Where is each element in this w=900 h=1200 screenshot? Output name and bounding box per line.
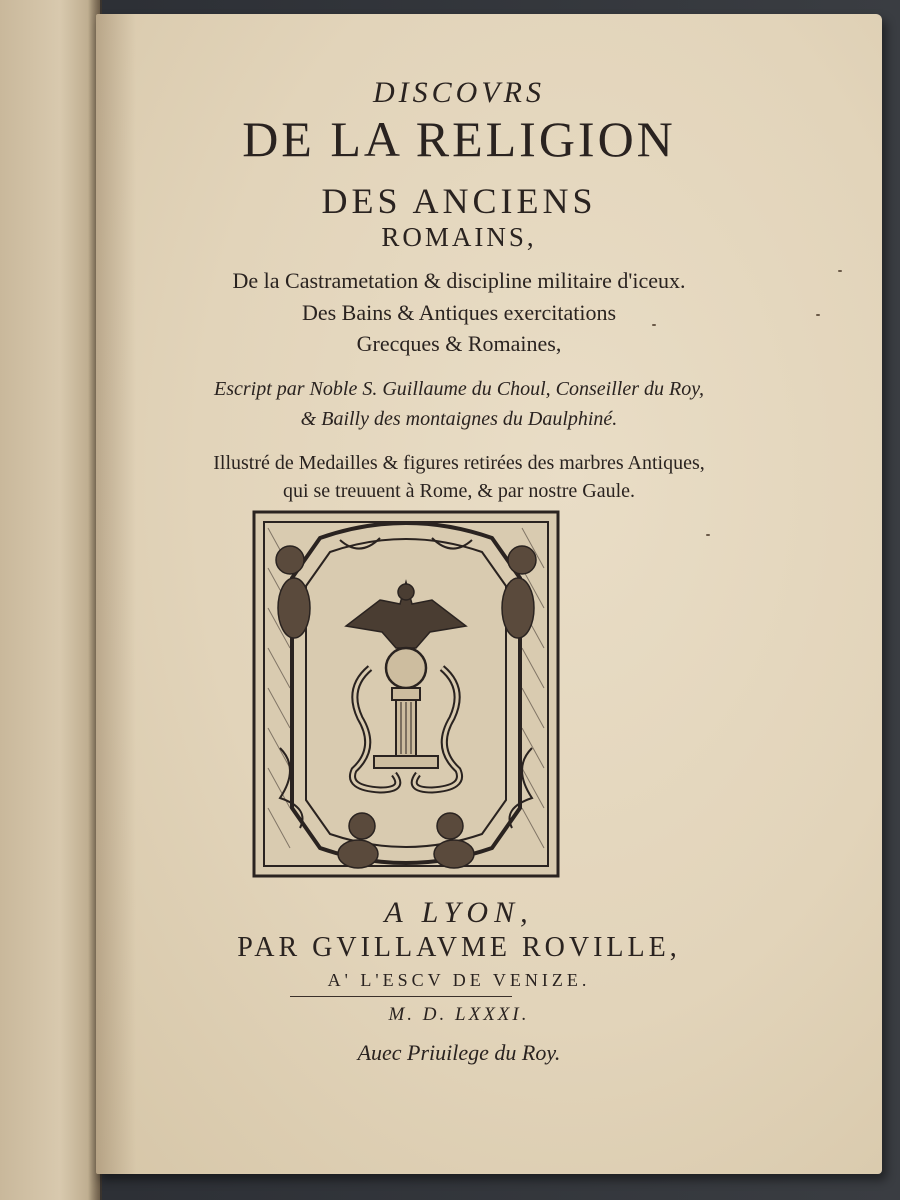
title-line-anciens: DES ANCIENS [321,181,597,221]
illustration-note: Illustré de Medailles & figures retirées des marbres Antiques, [213,452,705,474]
imprint-rule [290,996,512,997]
author-line: Escript par Noble S. Guillaume du Choul, Conseiller du Roy, [214,378,704,400]
title-line-romains: ROMAINS, [381,222,537,252]
printer-device-woodcut [250,508,562,880]
paper-speck [706,534,710,536]
imprint-city: A LYON, [384,896,534,929]
imprint-printer: PAR GVILLAVME ROVILLE, [237,932,681,963]
title-line-religion: DE LA RELIGION [242,111,676,167]
paper-speck [652,324,656,326]
paper-speck [816,314,820,316]
subtitle-bains: Des Bains & Antiques exercitations [301,300,617,325]
subtitle-castrametation: De la Castrametation & discipline militaire d'iceux. [232,268,686,293]
title-line-discours: DISCOVRS [373,76,545,109]
title-page [96,14,882,1174]
imprint-privilege: Auec Priuilege du Roy. [357,1040,561,1065]
paper-speck [838,270,842,272]
illustration-note-2: qui se treuuent à Rome, & par nostre Gaule. [282,480,636,502]
subtitle-grecques: Grecques & Romaines, [356,331,562,356]
author-title-line: & Bailly des montaignes du Daulphiné. [300,408,618,430]
imprint-address: A' L'ESCV DE VENIZE. [327,970,591,990]
imprint-year: M. D. LXXXI. [388,1004,530,1025]
